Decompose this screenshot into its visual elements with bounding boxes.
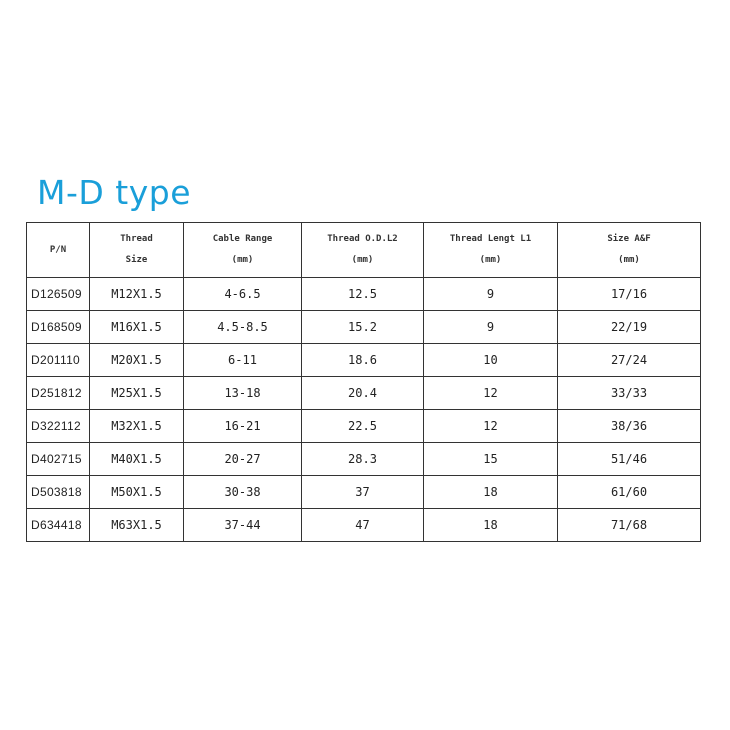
cell-thread-od: 18.6: [302, 344, 424, 377]
cell-pn: D251812: [27, 377, 90, 410]
cell-cable-range: 4-6.5: [184, 278, 302, 311]
spec-table: [26, 222, 701, 542]
table-row: [27, 377, 701, 410]
table-row: [27, 278, 701, 311]
cell-thread-length: 15: [424, 443, 558, 476]
cell-thread-size: M20X1.5: [90, 344, 184, 377]
cell-thread-size: M63X1.5: [90, 509, 184, 542]
cell-thread-length: 9: [424, 311, 558, 344]
cell-pn: D503818: [27, 476, 90, 509]
table-row: [27, 509, 701, 542]
cell-thread-size: M12X1.5: [90, 278, 184, 311]
cell-thread-length: 9: [424, 278, 558, 311]
cell-cable-range: 16-21: [184, 410, 302, 443]
cell-thread-od: 22.5: [302, 410, 424, 443]
cell-thread-size: M32X1.5: [90, 410, 184, 443]
cell-cable-range: 13-18: [184, 377, 302, 410]
header-thread-size: Thread Size: [90, 223, 184, 278]
cell-size-af: 22/19: [558, 311, 701, 344]
cell-thread-size: M25X1.5: [90, 377, 184, 410]
cell-size-af: 33/33: [558, 377, 701, 410]
table-row: [27, 311, 701, 344]
cell-pn: D168509: [27, 311, 90, 344]
cell-size-af: 38/36: [558, 410, 701, 443]
cell-thread-length: 12: [424, 410, 558, 443]
cell-thread-length: 10: [424, 344, 558, 377]
cell-size-af: 27/24: [558, 344, 701, 377]
cell-size-af: 61/60: [558, 476, 701, 509]
cell-size-af: 51/46: [558, 443, 701, 476]
table-row: [27, 344, 701, 377]
cell-cable-range: 6-11: [184, 344, 302, 377]
table-row: [27, 476, 701, 509]
cell-cable-range: 30-38: [184, 476, 302, 509]
cell-thread-od: 28.3: [302, 443, 424, 476]
header-thread-length: Thread Lengt L1 (mm): [424, 223, 558, 278]
cell-cable-range: 4.5-8.5: [184, 311, 302, 344]
header-pn: P/N: [27, 223, 90, 278]
cell-thread-size: M16X1.5: [90, 311, 184, 344]
cell-size-af: 17/16: [558, 278, 701, 311]
page-title: M-D type: [37, 173, 191, 212]
cell-thread-length: 18: [424, 509, 558, 542]
table-row: [27, 443, 701, 476]
header-size-af: Size A&F (mm): [558, 223, 701, 278]
header-thread-od: Thread O.D.L2 (mm): [302, 223, 424, 278]
cell-pn: D402715: [27, 443, 90, 476]
cell-pn: D201110: [27, 344, 90, 377]
cell-pn: D634418: [27, 509, 90, 542]
cell-thread-length: 12: [424, 377, 558, 410]
cell-pn: D126509: [27, 278, 90, 311]
cell-thread-od: 15.2: [302, 311, 424, 344]
header-cable-range: Cable Range (mm): [184, 223, 302, 278]
cell-thread-od: 47: [302, 509, 424, 542]
cell-pn: D322112: [27, 410, 90, 443]
cell-cable-range: 20-27: [184, 443, 302, 476]
table-header-row: [27, 223, 701, 278]
cell-cable-range: 37-44: [184, 509, 302, 542]
cell-size-af: 71/68: [558, 509, 701, 542]
table-row: [27, 410, 701, 443]
cell-thread-size: M40X1.5: [90, 443, 184, 476]
cell-thread-od: 12.5: [302, 278, 424, 311]
cell-thread-od: 37: [302, 476, 424, 509]
cell-thread-od: 20.4: [302, 377, 424, 410]
cell-thread-length: 18: [424, 476, 558, 509]
cell-thread-size: M50X1.5: [90, 476, 184, 509]
